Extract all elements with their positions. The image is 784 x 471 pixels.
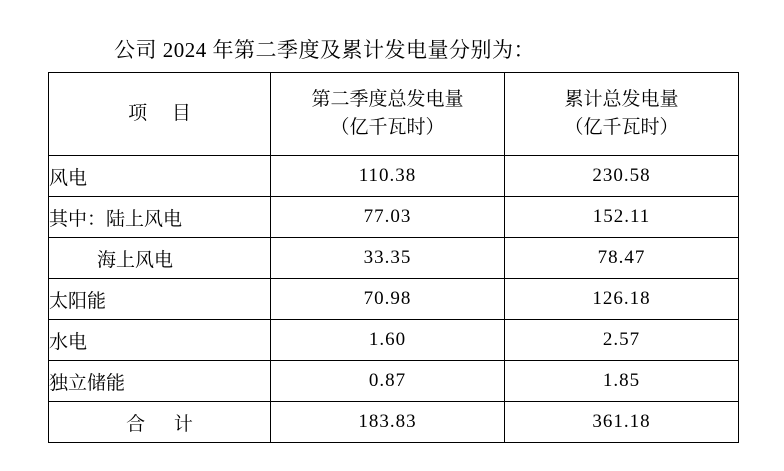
- table-row: [49, 197, 739, 238]
- row-cumulative-wind: 230.58: [505, 156, 739, 197]
- row-cumulative-offshore-wind: 78.47: [505, 238, 739, 279]
- row-cumulative-hydro: 2.57: [505, 320, 739, 361]
- header-q2-line2: （亿千瓦时）: [330, 117, 445, 138]
- table-row: [49, 238, 739, 279]
- row-label-wind: 风电: [49, 156, 271, 197]
- row-cumulative-total: 361.18: [505, 402, 739, 443]
- table-row: [49, 156, 739, 197]
- row-cumulative-onshore-wind: 152.11: [505, 197, 739, 238]
- header-cumulative-line1: 累计总发电量: [564, 89, 679, 111]
- power-generation-table: [48, 72, 739, 443]
- table-row-total: [49, 402, 739, 443]
- header-cumulative: [505, 73, 739, 156]
- table-header-row: [49, 73, 739, 156]
- row-q2-wind: 110.38: [271, 156, 505, 197]
- header-q2: [271, 73, 505, 156]
- row-q2-offshore-wind: 33.35: [271, 238, 505, 279]
- header-cumulative-line2: （亿千瓦时）: [564, 117, 679, 138]
- table-row: [49, 320, 739, 361]
- row-cumulative-storage: 1.85: [505, 361, 739, 402]
- row-label-offshore-wind: 海上风电: [49, 238, 271, 279]
- row-label-hydro: 水电: [49, 320, 271, 361]
- row-q2-hydro: 1.60: [271, 320, 505, 361]
- row-label-total: 合 计: [49, 402, 271, 443]
- row-label-solar: 太阳能: [49, 279, 271, 320]
- header-item-label: 项 目: [128, 103, 201, 125]
- row-label-storage: 独立储能: [49, 361, 271, 402]
- header-item: [49, 73, 271, 156]
- row-label-onshore-wind: 其中：陆上风电: [49, 197, 271, 238]
- header-q2-line1: 第二季度总发电量: [311, 89, 464, 111]
- row-q2-solar: 70.98: [271, 279, 505, 320]
- row-q2-storage: 0.87: [271, 361, 505, 402]
- row-q2-total: 183.83: [271, 402, 505, 443]
- table-row: [49, 279, 739, 320]
- row-q2-onshore-wind: 77.03: [271, 197, 505, 238]
- table-row: [49, 361, 739, 402]
- intro-paragraph: 公司 2024 年第二季度及累计发电量分别为：: [114, 38, 535, 62]
- row-cumulative-solar: 126.18: [505, 279, 739, 320]
